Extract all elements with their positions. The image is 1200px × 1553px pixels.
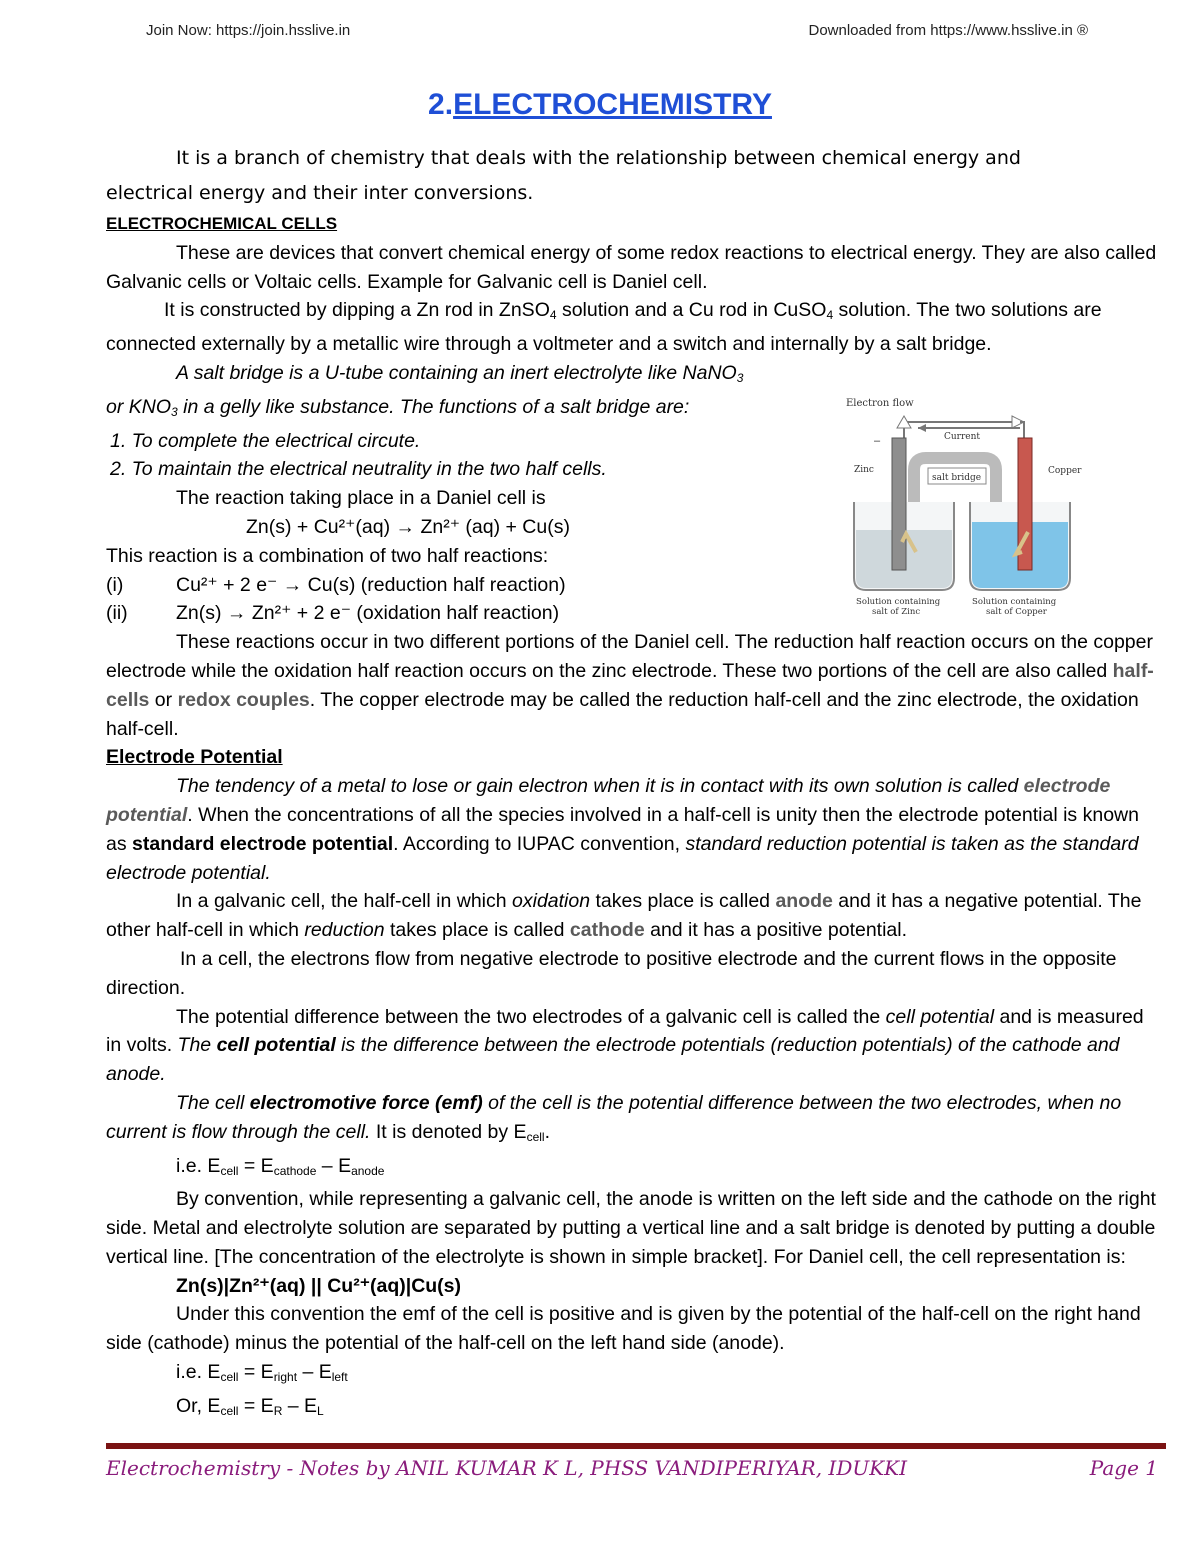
text-span: or KNO bbox=[106, 395, 172, 418]
label-solution-copper-2: salt of Copper bbox=[986, 607, 1047, 617]
label-solution-zinc-1: Solution containing bbox=[856, 597, 941, 607]
paragraph-electrode-potential bbox=[106, 772, 1158, 887]
daniel-cell-reaction: Zn(s) + Cu²⁺(aq) → Zn²⁺ (aq) + Cu(s) bbox=[246, 515, 570, 538]
subscript: cell bbox=[220, 1403, 239, 1418]
equation-ecell-cathode-anode bbox=[106, 1152, 1158, 1186]
arrow-left-icon bbox=[918, 424, 926, 432]
label-zinc: Zinc bbox=[854, 465, 874, 475]
equation-ecell-right-left bbox=[106, 1358, 1158, 1392]
definition-line-2: electrical energy and their inter conversions. bbox=[106, 182, 534, 204]
text-span: of the cell is the potential difference between the two electrodes, when no current is flow through the cell. bbox=[106, 1091, 1122, 1143]
subscript: 3 bbox=[736, 370, 744, 385]
paragraph-emf bbox=[106, 1089, 1158, 1152]
label-copper: Copper bbox=[1048, 466, 1082, 476]
section-heading-electrochemical-cells: ELECTROCHEMICAL CELLS bbox=[106, 214, 338, 233]
subscript: cell bbox=[220, 1163, 239, 1178]
subscript: 3 bbox=[171, 404, 178, 419]
half-reaction-2 bbox=[106, 599, 826, 628]
label-current: Current bbox=[944, 432, 981, 442]
subscript: cell bbox=[526, 1129, 545, 1144]
paragraph-daniel-construction bbox=[106, 296, 1158, 359]
text-span: takes place is called bbox=[384, 919, 570, 942]
subscript: cell bbox=[220, 1370, 239, 1385]
definition-line-1: It is a branch of chemistry that deals with the relationship between chemical energy and bbox=[176, 147, 1021, 169]
footer-text: Electrochemistry - Notes by ANIL KUMAR K L, PHSS VANDIPERIYAR, IDUKKI bbox=[106, 1456, 908, 1480]
text-span: takes place is called bbox=[590, 890, 776, 913]
paragraph-cell-representation: By convention, while representing a galvanic cell, the anode is written on the left side and the cathode on the right side. Metal and electrolyte solution are separated by putting a vertical line and a salt bridge is denoted by putting a double vertical line. [The concentration of the electrolyte is shown in simple bracket]. For Daniel cell, the cell representation is: bbox=[106, 1188, 1156, 1268]
text-span: A salt bridge is a U-tube containing an inert electrolyte like NaNO bbox=[176, 361, 737, 384]
text-span: = E bbox=[238, 1154, 274, 1177]
keyword-cell-potential: cell potential bbox=[216, 1034, 336, 1057]
title-text: ELECTROCHEMISTRY bbox=[453, 88, 772, 121]
text-span: In a galvanic cell, the half-cell in which bbox=[176, 890, 513, 913]
keyword-anode: anode bbox=[775, 890, 833, 913]
half-reaction-1 bbox=[106, 571, 826, 600]
text-span: Or, E bbox=[176, 1394, 221, 1417]
text-span: is the difference between the electrode potentials (reduction potentials) of the cathode and anode. bbox=[106, 1034, 1120, 1086]
keyword-standard-electrode-potential: standard electrode potential bbox=[132, 832, 394, 855]
text-span: – E bbox=[297, 1361, 332, 1384]
document-body bbox=[106, 140, 1158, 1426]
label-solution-zinc-2: salt of Zinc bbox=[872, 607, 921, 617]
label-electron-flow: Electron flow bbox=[846, 398, 914, 409]
salt-bridge-function-1: 1. To complete the electrical circute. bbox=[110, 429, 421, 452]
text-span: The tendency of a metal to lose or gain electron when it is in contact with its own solution is called bbox=[176, 775, 1024, 798]
salt-bridge-block bbox=[106, 359, 826, 628]
half-reaction-label: (i) bbox=[106, 573, 124, 596]
text-span: . bbox=[544, 1120, 551, 1143]
text-span: solution and a Cu rod in CuSO bbox=[556, 299, 827, 322]
footer bbox=[106, 1456, 1158, 1480]
text-span: – E bbox=[316, 1154, 352, 1177]
keyword-redox-couples: redox couples bbox=[177, 688, 310, 711]
text-span: = E bbox=[238, 1361, 274, 1384]
daniel-cell-diagram bbox=[842, 392, 1086, 624]
paragraph-anode-cathode bbox=[106, 887, 1158, 945]
subscript: right bbox=[273, 1370, 298, 1385]
equation-ecell-r-l bbox=[106, 1392, 1158, 1426]
paragraph-cell-potential bbox=[106, 1003, 1158, 1089]
zinc-rod bbox=[892, 438, 906, 570]
text-span: or bbox=[149, 688, 178, 711]
text-span: It is constructed by dipping a Zn rod in ZnSO bbox=[164, 299, 550, 322]
half-reaction-label: (ii) bbox=[106, 602, 128, 625]
text-span: reduction bbox=[304, 919, 385, 942]
keyword-emf: electromotive force (emf) bbox=[249, 1091, 483, 1114]
text-span: These reactions occur in two different portions of the Daniel cell. The reduction half reaction occurs on the copper electrode while the oxidation half reaction occurs on the zinc electrode. These two portions of the cell are also called bbox=[106, 631, 1153, 682]
half-reaction-text: Zn(s) → Zn²⁺ + 2 e⁻ (oxidation half reaction) bbox=[176, 602, 560, 625]
subscript: L bbox=[317, 1403, 324, 1418]
text-span: It is denoted by E bbox=[370, 1120, 527, 1143]
subscript: 4 bbox=[826, 308, 834, 323]
text-span: in a gelly like substance. The functions of a salt bridge are: bbox=[177, 395, 690, 418]
subscript: left bbox=[331, 1370, 348, 1385]
text-span: . When the concentrations of all the species involved in a half-cell is unity then the electrode potential is known as bbox=[106, 803, 1139, 855]
text-span: = E bbox=[238, 1394, 274, 1417]
paragraph-cells-definition: These are devices that convert chemical energy of some redox reactions to electrical energy. They are also called Galvanic cells or Voltaic cells. Example for Galvanic cell is Daniel cell. bbox=[106, 241, 1157, 293]
text-span: and it has a negative potential. The other half-cell in which bbox=[106, 890, 1142, 942]
paragraph-electron-flow: In a cell, the electrons flow from negative electrode to positive electrode and the current flows in the opposite direction. bbox=[106, 947, 1117, 999]
subscript: cathode bbox=[273, 1163, 317, 1178]
salt-bridge-function-2: 2. To maintain the electrical neutrality in the two half cells. bbox=[110, 458, 607, 481]
half-reaction-text: Cu²⁺ + 2 e⁻ → Cu(s) (reduction half reaction) bbox=[176, 573, 566, 596]
label-salt-bridge: salt bridge bbox=[932, 473, 982, 483]
text-span: and it has a positive potential. bbox=[644, 919, 908, 942]
keyword-electrode-potential: electrode potential bbox=[106, 775, 1111, 826]
label-minus: – bbox=[874, 435, 881, 447]
text-span: oxidation bbox=[512, 890, 591, 913]
text-span: cell potential bbox=[885, 1005, 995, 1028]
page-number: Page 1 bbox=[1089, 1456, 1158, 1480]
text-span: and is measured in volts. bbox=[106, 1005, 1144, 1057]
text-span: . The copper electrode may be called the reduction half-cell and the zinc electrode, the oxidation half-cell. bbox=[106, 688, 1139, 740]
cell-representation: Zn(s)|Zn²⁺(aq) || Cu²⁺(aq)|Cu(s) bbox=[176, 1274, 462, 1297]
section-heading-electrode-potential: Electrode Potential bbox=[106, 746, 283, 769]
header-join-link[interactable]: Join Now: https://join.hsslive.in bbox=[146, 22, 351, 39]
text-span: . According to IUPAC convention, bbox=[393, 832, 686, 855]
footer-divider bbox=[106, 1443, 1166, 1449]
text-span: i.e. E bbox=[176, 1154, 221, 1177]
reaction-intro: The reaction taking place in a Daniel cell is bbox=[176, 487, 546, 510]
text-span: The potential difference between the two electrodes of a galvanic cell is called the bbox=[176, 1005, 886, 1028]
paragraph-emf-convention: Under this convention the emf of the cell is positive and is given by the potential of the half-cell on the right hand side (cathode) minus the potential of the half-cell on the left hand side (anode). bbox=[106, 1303, 1141, 1355]
page-title bbox=[0, 88, 1200, 122]
header-download-link[interactable]: Downloaded from https://www.hsslive.in ® bbox=[808, 22, 1088, 39]
subscript: 4 bbox=[549, 308, 557, 323]
paragraph-half-cells bbox=[106, 628, 1158, 743]
text-span: The bbox=[177, 1034, 217, 1057]
subscript: R bbox=[273, 1403, 283, 1418]
half-reaction-intro: This reaction is a combination of two half reactions: bbox=[106, 544, 549, 567]
text-span: – E bbox=[282, 1394, 318, 1417]
salt-bridge-line-2 bbox=[106, 393, 826, 427]
title-number: 2. bbox=[428, 88, 454, 121]
salt-bridge-line-1 bbox=[106, 359, 826, 393]
text-span: solution. The two solutions are connected externally by a metallic wire through a voltmeter and a switch and internally by a salt bridge. bbox=[106, 299, 1102, 356]
text-span: standard reduction potential is taken as the standard electrode potential. bbox=[106, 832, 1139, 884]
text-span: i.e. E bbox=[176, 1361, 221, 1384]
text-span: The cell bbox=[176, 1091, 250, 1114]
label-solution-copper-1: Solution containing bbox=[972, 597, 1057, 607]
keyword-half-cells: half-cells bbox=[106, 659, 1154, 711]
keyword-cathode: cathode bbox=[569, 919, 645, 942]
subscript: anode bbox=[351, 1163, 385, 1178]
